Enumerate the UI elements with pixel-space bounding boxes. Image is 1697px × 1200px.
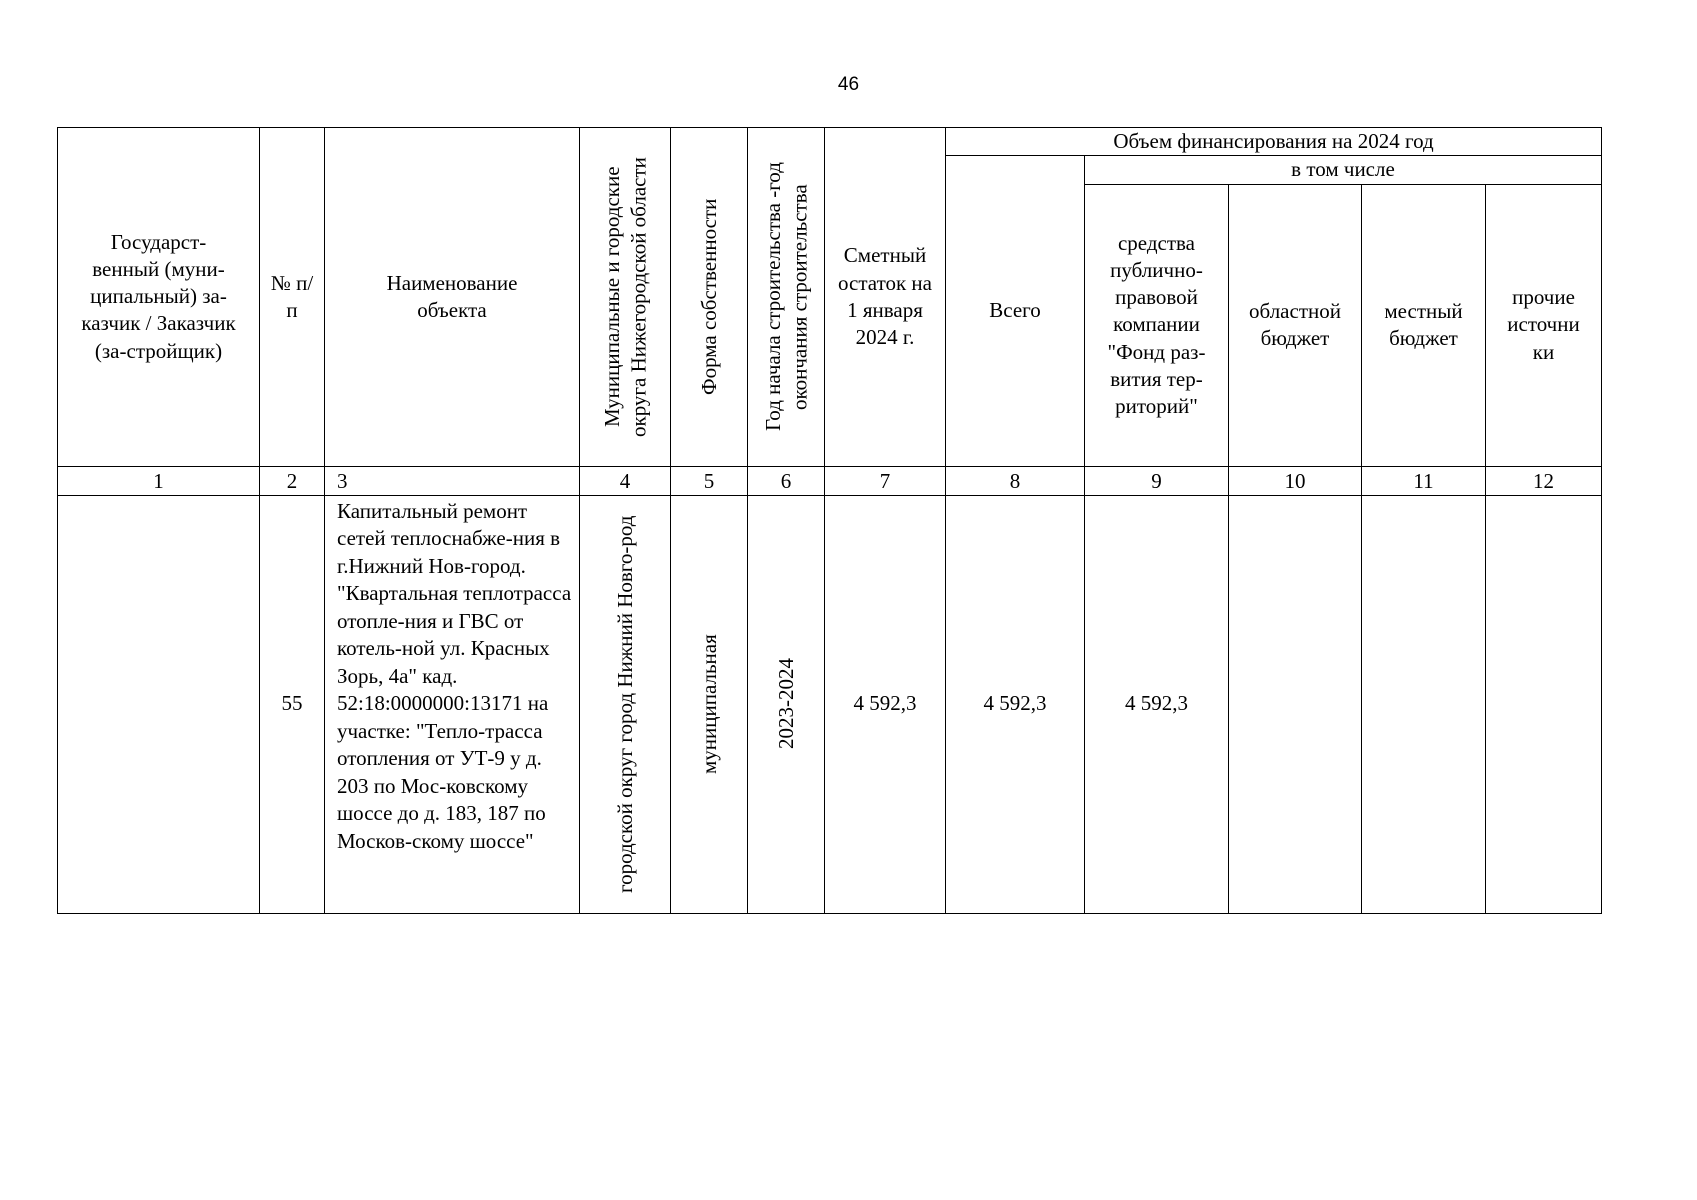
row-regional bbox=[1229, 495, 1362, 913]
header-municipality: Муниципальные и городские округа Нижегородской области bbox=[580, 128, 671, 467]
column-number: 2 bbox=[260, 466, 325, 495]
header-regional: областной бюджет bbox=[1229, 184, 1362, 466]
header-financing: Объем финансирования на 2024 год bbox=[946, 128, 1602, 156]
column-number: 3 bbox=[325, 466, 580, 495]
column-number: 1 bbox=[58, 466, 260, 495]
header-no: № п/п bbox=[260, 128, 325, 467]
table-row bbox=[58, 495, 1602, 913]
column-number: 7 bbox=[825, 466, 946, 495]
column-number: 9 bbox=[1085, 466, 1229, 495]
header-years: Год начала строительства -год окончания строительства bbox=[748, 128, 825, 467]
column-number-row bbox=[58, 466, 1602, 495]
header-total: Всего bbox=[946, 156, 1085, 466]
column-number: 8 bbox=[946, 466, 1085, 495]
header-other: прочие источни ки bbox=[1486, 184, 1602, 466]
header-ownership: Форма собственности bbox=[671, 128, 748, 467]
header-local: местный бюджет bbox=[1362, 184, 1486, 466]
header-customer: Государст-венный (муни-ципальный) за-казчик / Заказчик (за-стройщик) bbox=[58, 128, 260, 467]
header-object-name: Наименование объекта bbox=[325, 128, 580, 467]
column-number: 12 bbox=[1486, 466, 1602, 495]
capital-repair-table bbox=[57, 127, 1602, 914]
row-customer bbox=[58, 495, 260, 913]
row-object-name: Капитальный ремонт сетей теплоснабже-ния в г.Нижний Нов-город. "Квартальная теплотрасса отопле-ния и ГВС от котель-ной ул. Красных Зорь, 4а" кад. 52:18:0000000:13171 на участке: "Тепло-трасса отопления от УТ-9 у д. 203 по Мос-ковскому шоссе до д. 183, 187 по Москов-скому шоссе" bbox=[325, 495, 580, 913]
row-estimate: 4 592,3 bbox=[825, 495, 946, 913]
header-estimate: Сметный остаток на 1 января 2024 г. bbox=[825, 128, 946, 467]
page-number: 46 bbox=[837, 74, 860, 95]
header-including: в том числе bbox=[1085, 156, 1602, 184]
column-number: 4 bbox=[580, 466, 671, 495]
row-no: 55 bbox=[260, 495, 325, 913]
row-municipality: городской округ город Нижний Новго-род bbox=[580, 495, 671, 913]
header-fund: средства публично-правовой компании "Фонд раз-вития тер-риторий" bbox=[1085, 184, 1229, 466]
row-ownership: муниципальная bbox=[671, 495, 748, 913]
column-number: 5 bbox=[671, 466, 748, 495]
column-number: 10 bbox=[1229, 466, 1362, 495]
row-local bbox=[1362, 495, 1486, 913]
column-number: 6 bbox=[748, 466, 825, 495]
column-number: 11 bbox=[1362, 466, 1486, 495]
row-total: 4 592,3 bbox=[946, 495, 1085, 913]
row-years: 2023-2024 bbox=[748, 495, 825, 913]
row-other bbox=[1486, 495, 1602, 913]
row-fund: 4 592,3 bbox=[1085, 495, 1229, 913]
